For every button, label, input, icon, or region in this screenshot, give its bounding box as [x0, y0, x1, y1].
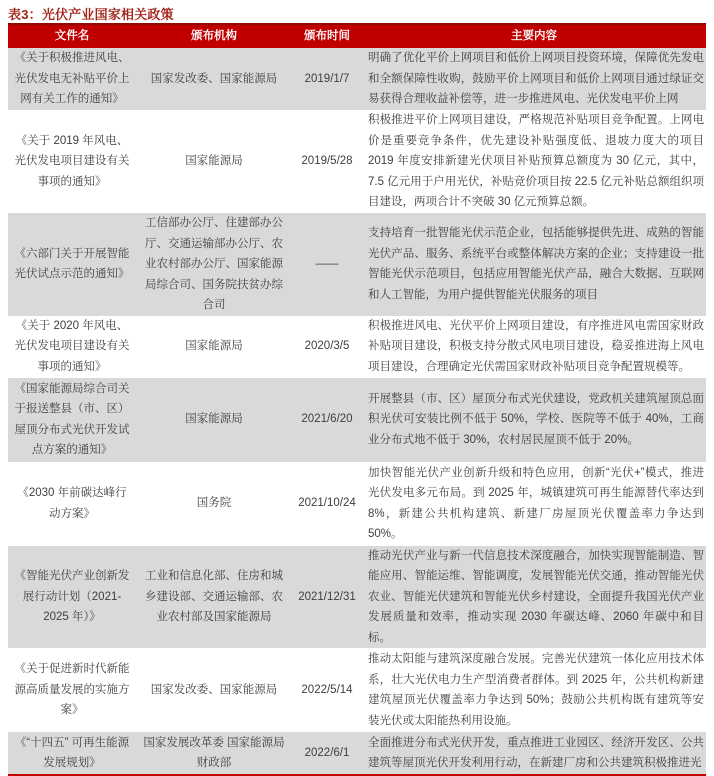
- table-row: [8, 378, 706, 462]
- cell-agency: 国家发展改革委 国家能源局 财政部: [143, 736, 285, 769]
- table-row: [8, 110, 706, 213]
- column-header-date: 颁布时间: [304, 30, 350, 43]
- cell-agency: 国家能源局: [185, 155, 243, 168]
- cell-date: 2020/3/5: [304, 340, 350, 353]
- table-row: [8, 732, 706, 774]
- cell-main-content: 明确了优化平价上网项目和低价上网项目投资环境，保障优先发电和全额保障性收购，鼓励平价上网项目和低价上网项目通过绿证交易获得合理收益补偿等，进一步推进风电、光伏发电平价上网: [368, 52, 704, 106]
- cell-agency: 国家能源局: [185, 413, 243, 426]
- cell-file-name: 《关于积极推进风电、光伏发电无补贴平价上网有关工作的通知》: [14, 52, 130, 106]
- cell-file-name: 《智能光伏产业创新发展行动计划（2021-2025 年）》: [14, 570, 130, 623]
- cell-file-name: 《“十四五” 可再生能源发展规划》: [14, 736, 130, 769]
- cell-main-content: 支持培育一批智能光伏示范企业，包括能够提供先进、成熟的智能光伏产品、服务、系统平台或整体解决方案的企业；支持建设一批智能光伏示范项目，包括应用智能光伏产品，融合大数据、互联网和人工智能，为用户提供智能光伏服务的项目: [368, 227, 704, 301]
- cell-file-name: 《国家能源局综合司关于报送整县（市、区）屋顶分布式光伏开发试点方案的通知》: [14, 382, 130, 456]
- cell-main-content: 全面推进分布式光伏开发，重点推进工业园区、经济开发区、公共建筑等屋顶光伏开发利用行动，在新建厂房和公共建筑积极推进光: [368, 736, 704, 769]
- cell-main-content: 开展整县（市、区）屋顶分布式光伏建设，党政机关建筑屋顶总面积光伏可安装比例不低于 50%，学校、医院等不低于 40%，工商业分布式地不低于 30%，农村居民屋顶不低于 20%。: [368, 392, 704, 446]
- cell-date: 2019/1/7: [304, 72, 350, 85]
- table-row: [8, 546, 706, 649]
- cell-date: 2021/6/20: [301, 413, 353, 426]
- table-row: [8, 462, 706, 546]
- policy-table: [8, 23, 706, 776]
- cell-main-content: 积极推进风电、光伏平价上网项目建设，有序推进风电需国家财政补贴项目建设，积极支持分散式风电项目建设，稳妥推进海上风电项目建设，合理确定光伏需国家财政补贴项目竞争配置规模等。: [368, 319, 704, 373]
- cell-date: 2022/6/1: [304, 746, 350, 759]
- cell-date: 2021/12/31: [298, 590, 356, 603]
- cell-main-content: 推动光伏产业与新一代信息技术深度融合，加快实现智能制造、智能应用、智能运维、智能调度，发展智能光伏交通，推动智能光伏农业、智能光伏建筑和智能光伏乡村建设，全面提升我国光伏产业发展质量和效率，推动实现 2030 年碳达峰、2060 年碳中和目标。: [368, 549, 704, 644]
- cell-date: ——: [315, 258, 339, 270]
- cell-file-name: 《六部门关于开展智能光伏试点示范的通知》: [14, 247, 130, 281]
- table-row: [8, 213, 706, 316]
- cell-file-name: 《关于 2020 年风电、光伏发电项目建设有关事项的通知》: [14, 319, 130, 373]
- table-row: [8, 316, 706, 378]
- cell-agency: 工信部办公厅、住建部办公厅、交通运输部办公厅、农业农村部办公厅、国家能源局综合司、国务院扶贫办综合司: [145, 217, 283, 311]
- cell-agency: 工业和信息化部、住房和城乡建设部、交通运输部、农业农村部及国家能源局: [145, 570, 283, 623]
- cell-file-name: 《2030 年前碳达峰行动方案》: [17, 487, 127, 520]
- cell-main-content: 加快智能光伏产业创新升级和特色应用，创新“光伏+”模式，推进光伏发电多元布局。到 2025 年，城镇建筑可再生能源替代率达到 8%，新建公共机构建筑、新建厂房屋顶光伏覆盖率力争达到 50%。: [368, 466, 704, 540]
- cell-date: 2019/5/28: [301, 155, 353, 168]
- cell-file-name: 《关于 2019 年风电、光伏发电项目建设有关事项的通知》: [14, 134, 130, 188]
- table-row: [8, 648, 706, 732]
- cell-main-content: 推动太阳能与建筑深度融合发展。完善光伏建筑一体化应用技术体系，壮大光伏电力生产型消费者群体。到 2025 年，公共机构新建建筑屋顶光伏覆盖率力争达到 50%；鼓励公共机构既有建筑等安装光伏或太阳能热利用设施。: [368, 653, 704, 727]
- table-row: [8, 48, 706, 110]
- column-header-agency: 颁布机构: [191, 30, 237, 43]
- cell-agency: 国家能源局: [185, 340, 243, 353]
- cell-file-name: 《关于促进新时代新能源高质量发展的实施方案》: [14, 663, 130, 717]
- cell-main-content: 积极推进平价上网项目建设，严格规范补贴项目竞争配置。上网电价是重要竞争条件，优先建设补贴强度低、退坡力度大的项目 2019 年度安排新建光伏项目补贴预算总额度为 30 亿元，其中，7.5 亿元用于户用光伏，补贴竞价项目按 22.5 亿元补贴总额组织项目建设，两项合计不突破 30 亿元预算总额。: [368, 114, 704, 209]
- cell-date: 2022/5/14: [301, 683, 353, 696]
- column-header-main-content: 主要内容: [511, 30, 557, 43]
- table-header-row: [8, 23, 706, 48]
- cell-agency: 国家发改委、国家能源局: [150, 683, 278, 696]
- cell-agency: 国务院: [196, 497, 232, 510]
- table-title: 表3：光伏产业国家相关政策: [8, 7, 174, 22]
- column-header-file-name: 文件名: [54, 30, 90, 43]
- cell-date: 2021/10/24: [298, 497, 356, 510]
- cell-agency: 国家发改委、国家能源局: [150, 72, 278, 85]
